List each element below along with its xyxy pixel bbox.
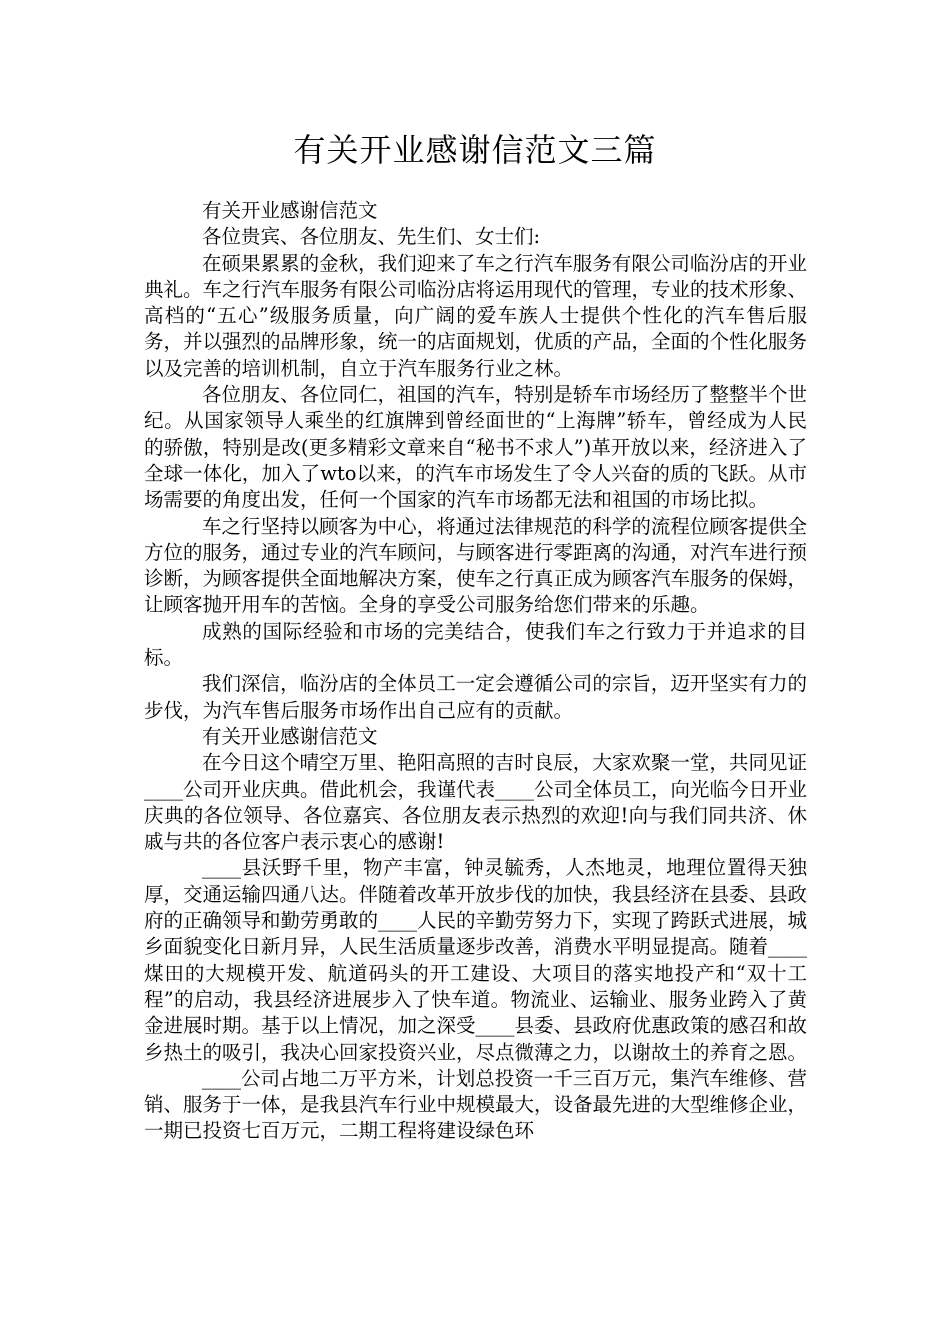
paragraph: 成熟的国际经验和市场的完美结合，使我们车之行致力于并追求的目标。 (144, 619, 807, 670)
salutation: 各位贵宾、各位朋友、先生们、女士们: (202, 225, 541, 249)
paragraph: 我们深信，临汾店的全体员工一定会遵循公司的宗旨，迈开坚实有力的步伐，为汽车售后服务市场作出自己应有的贡献。 (144, 672, 807, 722)
paragraph: 车之行坚持以顾客为中心，将通过法律规范的科学的流程位顾客提供全方位的服务，通过专业的汽车顾问，与顾客进行零距离的沟通，对汽车进行预诊断，为顾客提供全面地解决方案，使车之行真正成为顾客汽车服务的保姆，让顾客抛开用车的苦恼。全身的享受公司服务给您们带来的乐趣。 (144, 514, 808, 617)
paragraph: ____公司占地二万平方米，计划总投资一千三百万元，集汽车维修、营销、服务于一体，是我县汽车行业中规模最大，设备最先进的大型维修企业，一期已投资七百万元，二期工程将建设绿色环 (144, 1066, 808, 1143)
paragraph: ____县沃野千里，物产丰富，钟灵毓秀，人杰地灵，地理位置得天独厚，交通运输四通八达。伴随着改革开放步伐的加快，我县经济在县委、县政府的正确领导和勤劳勇敢的____人民的辛勤劳努力下，实现了跨跃式进展，城乡面貌变化日新月异，人民生活质量逐步改善，消费水平明显提高。随着____煤田的大规模开发、航道码头的开工建设、大项目的落实地投产和“双十工程”的启动，我县经济进展步入了快车道。物流业、运输业、服务业跨入了黄金进展时期。基于以上情况，加之深受____县委、县政府优惠政策的感召和故乡热土的吸引，我决心回家投资兴业，尽点微薄之力，以谢故土的养育之恩。 (144, 856, 808, 1064)
document-body (144, 198, 807, 1145)
paragraph: 各位朋友、各位同仁，祖国的汽车，特别是轿车市场经历了整整半个世纪。从国家领导人乘坐的红旗牌到曾经面世的“上海牌”轿车，曾经成为人民的骄傲，特别是改(更多精彩文章来自“秘书不求人”)革开放以来，经济进入了全球一体化，加入了wto以来，的汽车市场发生了令人兴奋的质的飞跃。从市场需要的角度出发，任何一个国家的汽车市场都无法和祖国的市场比拟。 (144, 383, 807, 512)
paragraph: 在硕果累累的金秋，我们迎来了车之行汽车服务有限公司临汾店的开业典礼。车之行汽车服务有限公司临汾店将运用现代的管理，专业的技术形象、高档的“五心”级服务质量，向广阔的爱车族人士提供个性化的汽车售后服务，并以强烈的品牌形象，统一的店面规划，优质的产品，全面的个性化服务以及完善的培训机制，自立于汽车服务行业之林。 (144, 251, 808, 380)
section-heading-1: 有关开业感谢信范文 (202, 199, 378, 222)
paragraph: 在今日这个晴空万里、艳阳高照的吉时良辰，大家欢聚一堂，共同见证____公司开业庆典。借此机会，我谨代表____公司全体员工，向光临今日开业庆典的各位领导、各位嘉宾、各位朋友表示热烈的欢迎!向与我们同共济、休戚与共的各位客户表示衷心的感谢! (144, 751, 808, 854)
document-title: 有关开业感谢信范文三篇 (293, 131, 657, 169)
section-heading-2: 有关开业感谢信范文 (202, 724, 378, 748)
